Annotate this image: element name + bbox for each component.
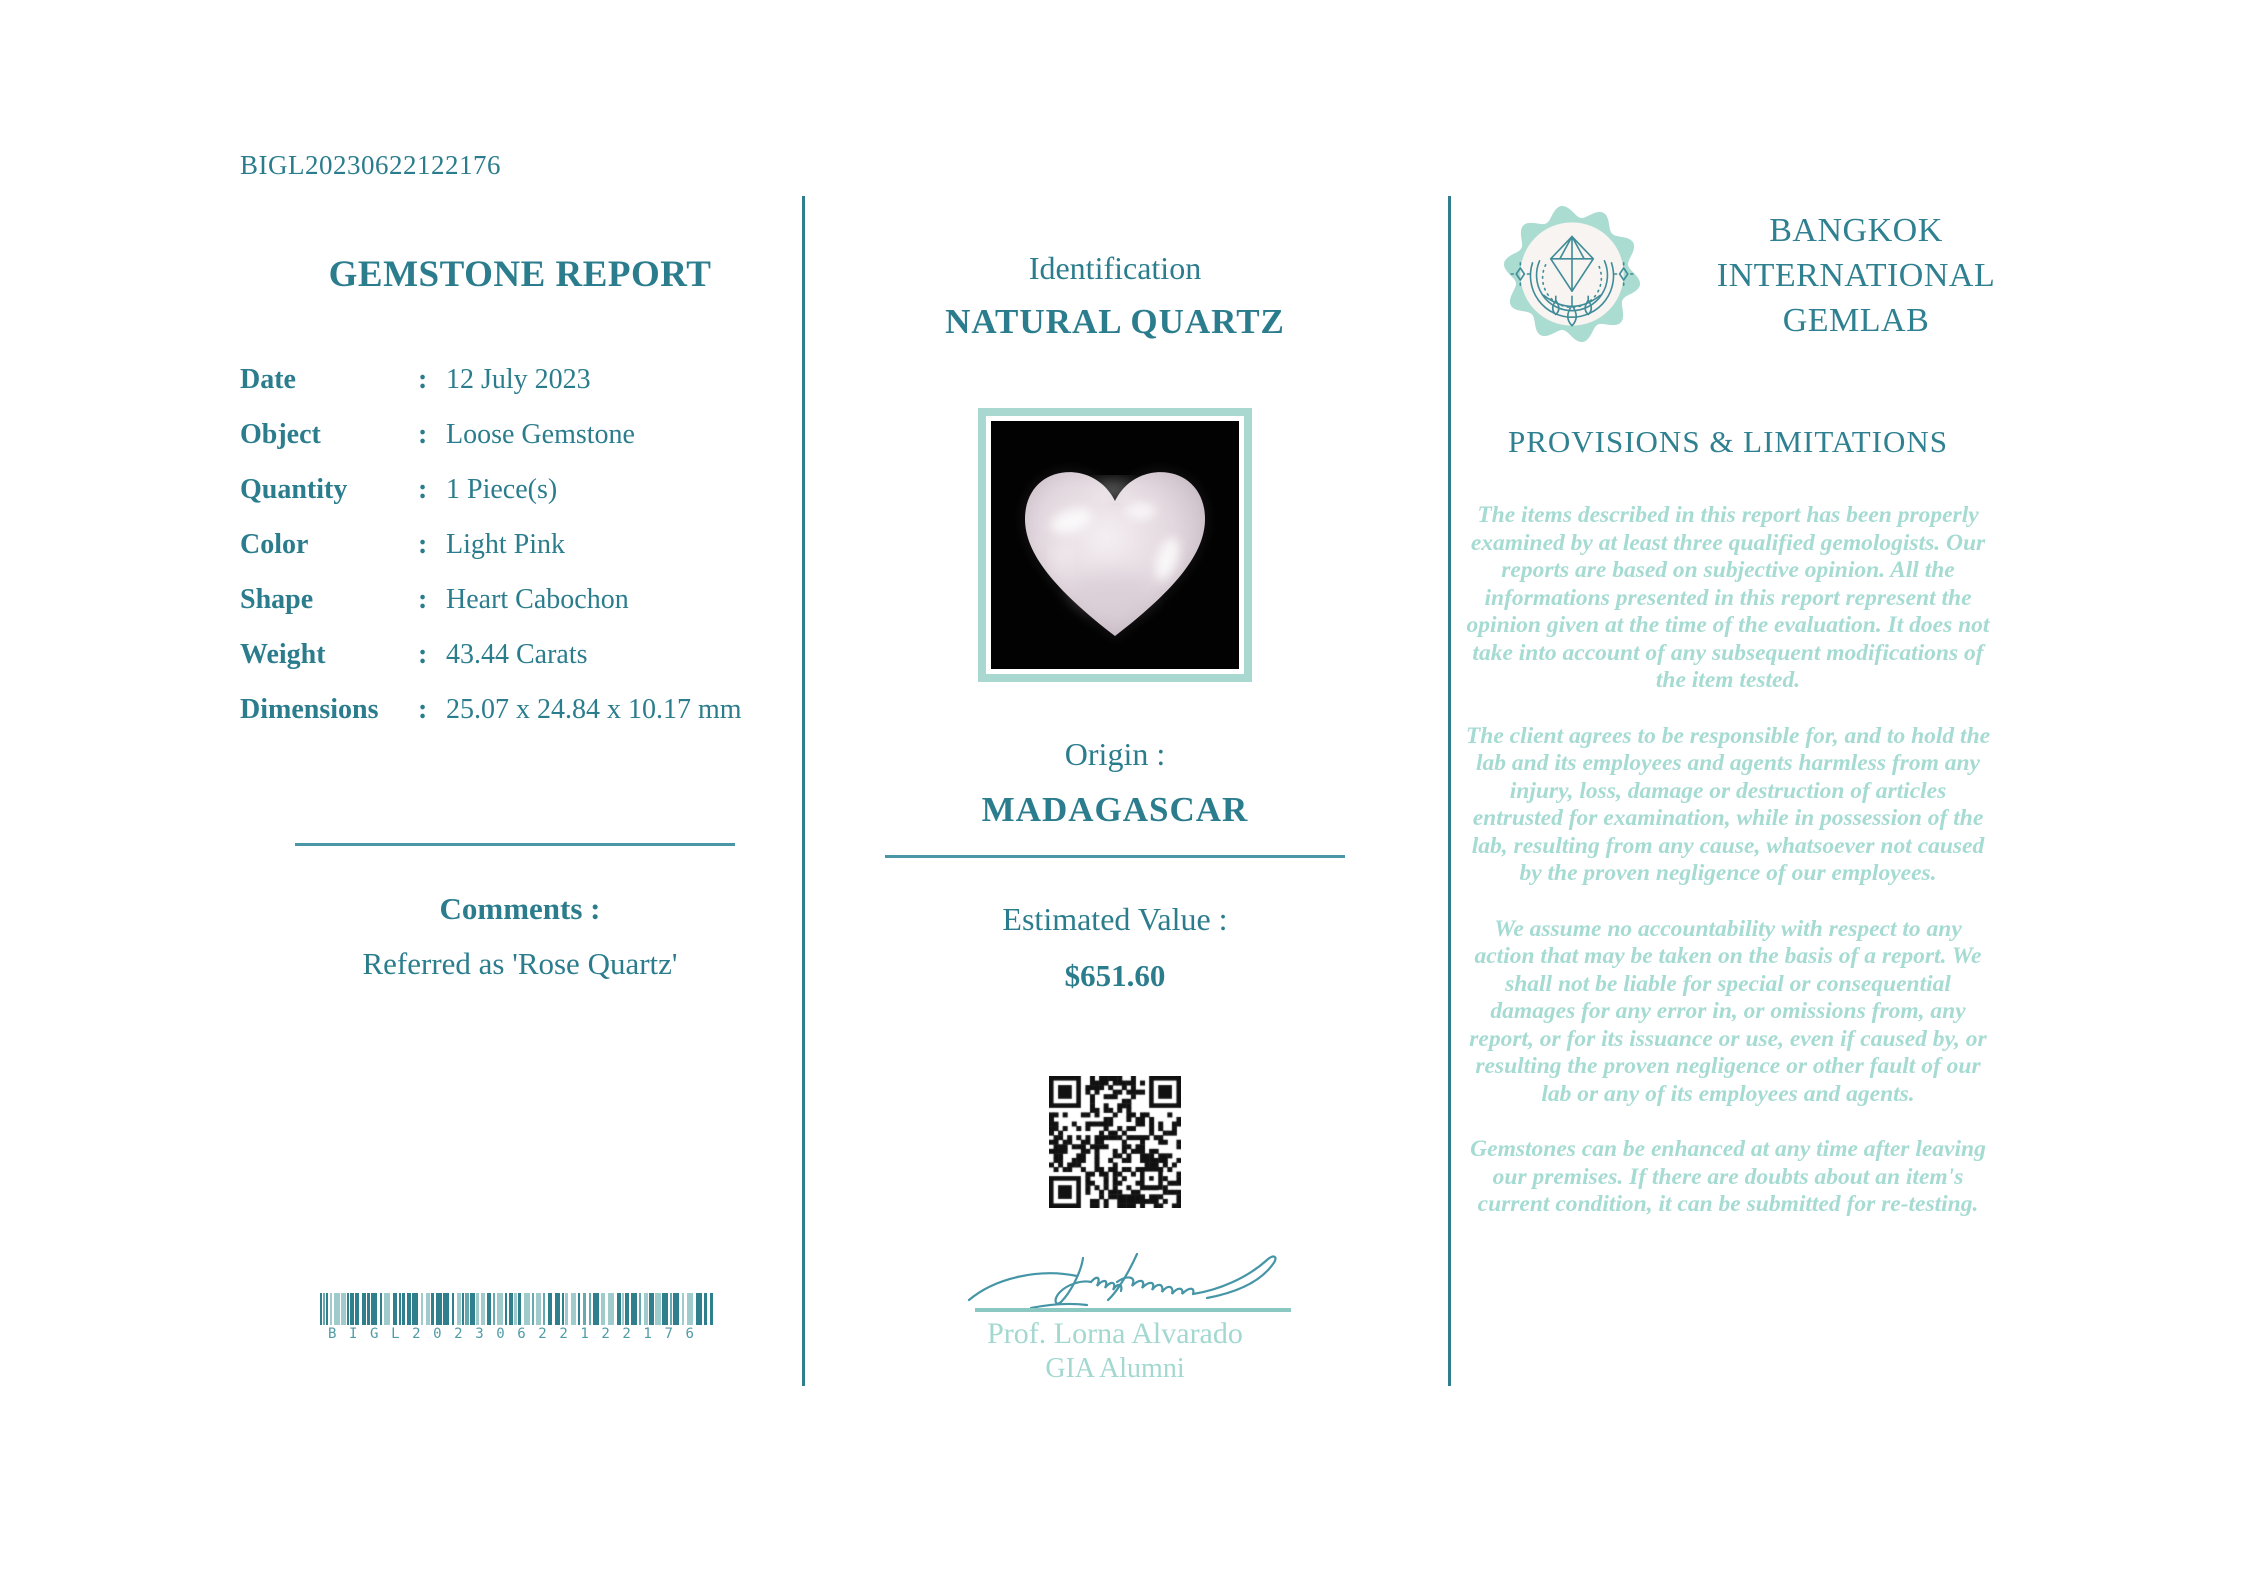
provision-paragraph-1: The items described in this report has been properly examined by at least three qualified gemologists. Our reports are based on subjective opinion. All the informations presented in this report represent the opinion given at the time of the evaluation. It does not take into account of any subsequent modifications of the item tested. <box>1466 502 1990 693</box>
detail-value-color: Light Pink <box>446 528 566 560</box>
detail-colon: : <box>418 693 428 725</box>
comments-divider-line <box>295 843 735 846</box>
lab-name: BANGKOK INTERNATIONAL GEMLAB <box>1716 212 1996 339</box>
gemlab-logo-svg <box>1496 198 1648 350</box>
detail-label-quantity: Quantity <box>240 473 348 505</box>
provision-paragraph-4: Gemstones can be enhanced at any time after leaving our premises. If there are doubts about an item's current condition, it can be submitted for re-testing. <box>1470 1136 1986 1217</box>
qr-code-icon <box>1049 1076 1181 1208</box>
detail-colon: : <box>418 583 428 615</box>
signature-strokes <box>965 1236 1305 1316</box>
provisions-paragraphs <box>1463 502 1993 1247</box>
provision-paragraph-2: The client agrees to be responsible for, and to hold the lab and its employees and agents harmless from any injury, loss, damage or destruction of articles entrusted for examination, while in possession of the lab, resulting from any cause, whatsoever not caused by the proven negligence of our employees. <box>1465 722 1991 886</box>
barcode-icon <box>320 1293 712 1342</box>
signature-underline <box>975 1308 1291 1312</box>
certificate-number: BIGL20230622122176 <box>240 150 501 180</box>
detail-value-quantity: 1 Piece(s) <box>446 473 558 505</box>
identification-heading: Identification <box>1028 250 1202 286</box>
detail-label-color: Color <box>240 528 309 560</box>
comments-text: Referred as 'Rose Quartz' <box>362 946 678 981</box>
barcode-text: BIGL20230622122176 <box>328 1326 707 1342</box>
gem-pendant-badge-icon <box>1496 198 1656 355</box>
detail-value-weight: 43.44 Carats <box>446 638 588 670</box>
rose-quartz-heart-image <box>991 421 1239 669</box>
comments-heading: Comments : <box>439 891 601 926</box>
origin-value: MADAGASCAR <box>981 790 1249 829</box>
origin-divider-line <box>885 855 1345 858</box>
column-divider-right <box>1448 196 1451 1386</box>
detail-label-object: Object <box>240 418 321 450</box>
provisions-heading: PROVISIONS & LIMITATIONS <box>1507 424 1949 459</box>
detail-label-weight: Weight <box>240 638 326 670</box>
origin-heading: Origin : <box>1064 736 1166 772</box>
detail-colon: : <box>418 638 428 670</box>
detail-colon: : <box>418 363 428 395</box>
lab-header <box>1496 198 2056 355</box>
qr-code-canvas <box>1049 1076 1181 1208</box>
detail-value-shape: Heart Cabochon <box>446 583 629 615</box>
detail-table <box>240 352 805 737</box>
handwritten-signature <box>965 1236 1305 1316</box>
detail-label-date: Date <box>240 363 296 395</box>
column-divider-left <box>802 196 805 1386</box>
detail-value-date: 12 July 2023 <box>446 363 591 395</box>
detail-colon: : <box>418 418 428 450</box>
detail-colon: : <box>418 473 428 505</box>
detail-colon: : <box>418 528 428 560</box>
report-title: GEMSTONE REPORT <box>328 254 712 295</box>
gem-photo-background <box>991 421 1239 669</box>
estimated-value-amount: $651.60 <box>1064 958 1166 993</box>
detail-value-object: Loose Gemstone <box>446 418 635 450</box>
barcode-bars <box>320 1293 712 1325</box>
detail-value-dimensions: 25.07 x 24.84 x 10.17 mm <box>446 693 742 725</box>
signatory-title: GIA Alumni <box>1045 1353 1185 1384</box>
signatory-name: Prof. Lorna Alvarado <box>987 1317 1243 1350</box>
estimated-value-heading: Estimated Value : <box>1002 901 1228 937</box>
detail-label-dimensions: Dimensions <box>240 693 379 725</box>
identification-value: NATURAL QUARTZ <box>945 302 1285 341</box>
heart-cabochon-gem-photo <box>978 408 1252 682</box>
detail-label-shape: Shape <box>240 583 314 615</box>
provision-paragraph-3: We assume no accountability with respect to any action that may be taken on the basis of a report. We shall not be liable for special or consequential damages for any error in, or omissions from, any report, or for its issuance or use, even if caused by, or resulting the proven negligence or other fault of our lab or any of its employees and agents. <box>1469 915 1987 1107</box>
